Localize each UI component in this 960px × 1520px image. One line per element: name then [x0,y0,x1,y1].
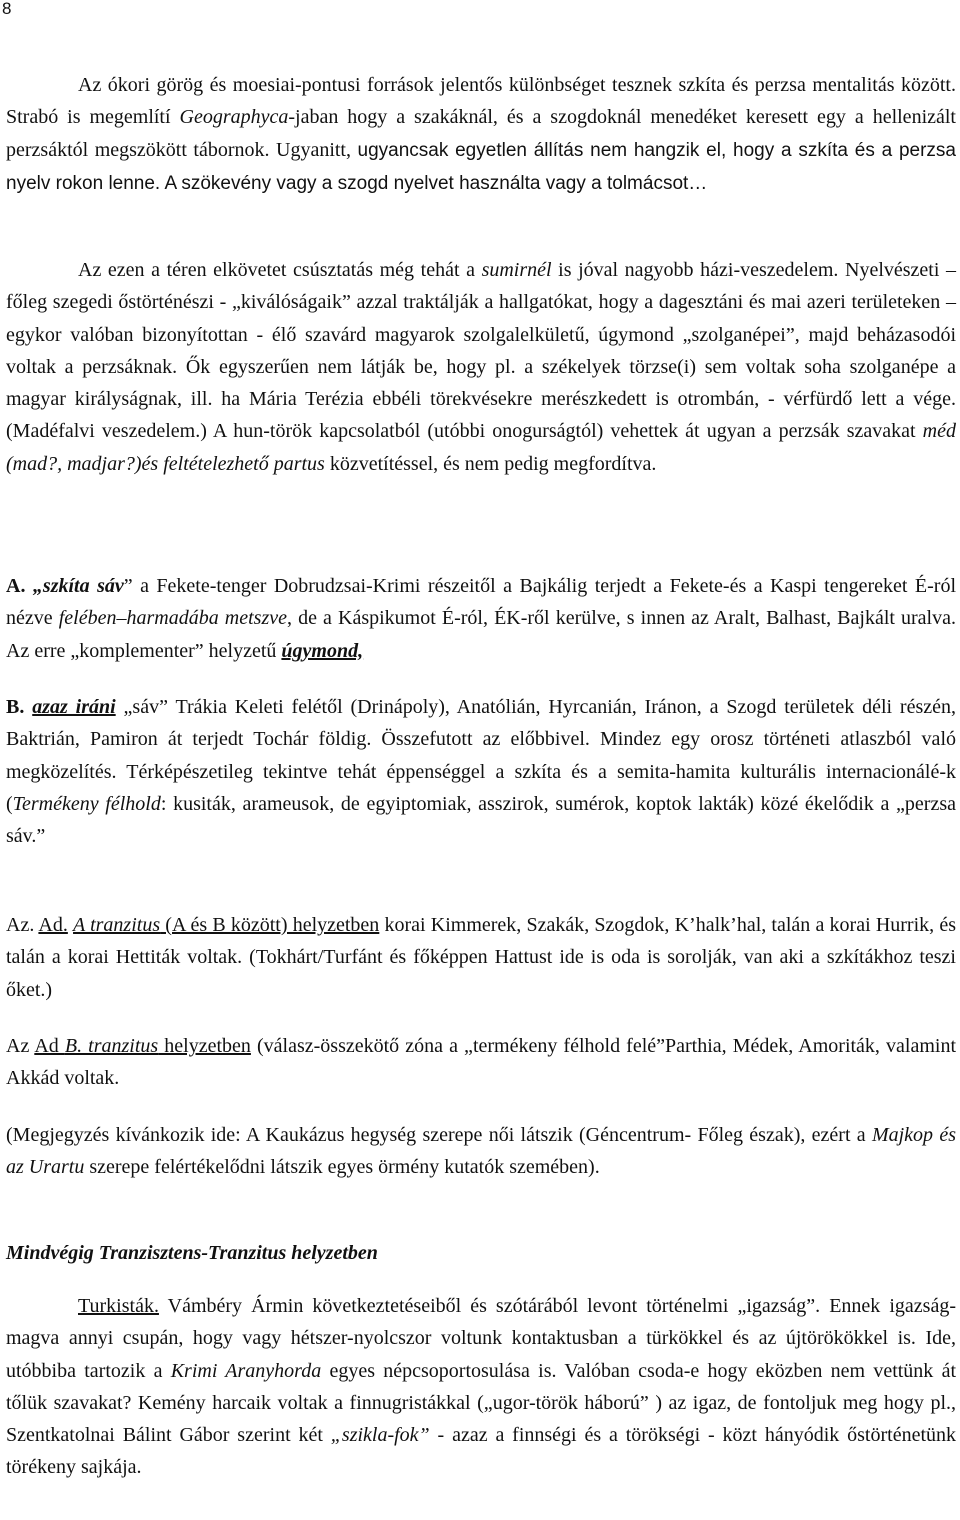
turkistak-underlined: Turkisták. [78,1295,159,1317]
szikla-fok-italic: „szikla-fok” [330,1424,430,1447]
text-run: : kusiták, arameusok, de egyiptomiak, asszirok, sumérok, koptok lakták) közé ékelődik a „perzsa sáv.” [6,792,957,848]
med-partus-italic: méd (mad?, madjar?)és feltételezhető partus [6,420,956,475]
text-run: szerepe felértékelődni látszik egyes örmény kutatók szemében). [84,1156,600,1179]
text-run: korai Kimmerek, Szakák, Szogdok, K’halk’hal, talán a korai Hurrik, és talán a korai Hettiták voltak. (Tokhárt/Turfánt és főképpen Hattust ide is oda is sorolják, van aki a szkítákhoz teszi őket.) [6,914,956,1001]
paragraph-megjegyzes [6,1119,956,1184]
text-run: Vámbéry Ármin következtetéseiből és szótárából levont történelmi „igazság”. Ennek igazság-magva annyi csupán, hogy vagy hétszer-nyolcszor voltunk kontaktusban a türkökkel és az újtörökökkel is. Ide, utóbbiba tartozik a [6,1295,956,1382]
paragraph-a-szkita-sav [6,570,956,667]
ad-underlined: Ad [34,1035,65,1057]
text-run: ” a Fekete-tenger Dobrudzsai-Krimi részeitől a Bajkálig terjedt a Fekete-és a Kaspi tengereket É-ról nézve [6,575,957,630]
label-a: A. [6,575,26,597]
a-tranzitus-italic-underlined: A tranzitus [73,914,161,936]
paragraph-ad-b-tranzitus [6,1030,956,1095]
sans-serif-run: ugyancsak egyetlen állítás nem hangzik el, hogy a szkíta és a perzsa nyelv rokon lenne. [6,139,956,194]
section-heading: Mindvégig Tranzisztens-Tranzitus helyzetben [6,1242,378,1264]
paragraph-b-irani-sav [6,691,956,852]
text-run: közvetítéssel, és nem pedig megfordítva. [324,452,657,475]
label-b: B. [6,696,25,718]
text-run: - azaz a finnségi és a törökségi - közt hányódik őstörténetünk törékeny sajkája. [6,1424,957,1479]
geographyca-italic: Geographyca [179,106,289,129]
text-run: egyes népcsoportosulása is. Valóban csoda-e hogy eközben nem vettünk át tőlük szavakat? Kemény harcaik voltak a finnugristákkal („ugor-török háború” ) az igaz, de fontoljuk meg hogy pl., Szentkatolnai Bálint Gábor szerint két [6,1359,956,1447]
b-tranzitus-italic-underlined: B. tranzitus [64,1035,159,1057]
text-run: (Megjegyzés kívánkozik ide: A Kaukázus hegység szerepe női látszik (Géncentrum- Főleg észak), ezért a [6,1124,872,1146]
text-run: Az. [6,914,39,936]
ad-underlined: Ad. [38,914,68,936]
a-tranzitus-helyzetben-underlined: (A és B között) helyzetben [160,914,380,936]
text-run: Az ezen a téren elkövetet csúsztatás még tehát a [78,259,482,281]
feleben-italic: felében–harmadába metszve [58,607,287,630]
majkop-urartu-italic: Majkop és az Urartu [6,1124,956,1179]
helyzetben-underlined: helyzetben [158,1035,251,1057]
text-run: is jóval nagyobb házi-veszedelem. Nyelvészeti – főleg szegedi őstörténészi - „kiválóságaik” azzal traktálják a hallgatókat, hogy a dagesztáni és mai azeri területeken – egykor valóban bizonyítottan - élő szavárd magyarok szolgalelkületű, úgymond „szolganépei”, majd beházasodói voltak a perzsáknak. Ők egyszerűen nem látják be, hogy pl. a székelyek törzse(i) sem voltak soha szolganépe a magyar királyságnak, ill. ha Mária Terézia ebbéli törekvésekre merészkedett is otrombán, - vérfürdő lett a vége. (Madéfalvi veszedelem.) A hun-török kapcsolatból (utóbbi onogurságtól) vehettek át ugyan a perzsák szavakat [6,259,956,443]
azaz-irani-bold-italic: azaz iráni [32,696,116,718]
text-run: (válasz-összekötő zóna a „termékeny félhold felé”Parthia, Médek, Amoriták, valamint Akkád voltak. [6,1035,956,1090]
text-run: -jaban hogy a szakáknál, és a szogdoknál menedéket keresett egy a hellenizált perzsáktól megszökött tábornok. Ugyanitt, [6,106,956,161]
paragraph-veszedelem [6,254,956,480]
text-run: , de a Káspikumot É-ról, ÉK-ről kerülve, s innen az Aralt, Balhast, Bajkált uralva. Az erre „komplementer” helyzetű [6,607,956,662]
paragraph-greek-sources [6,69,956,200]
sumir-italic: sumirnél [481,259,552,281]
paragraph-ad-a-tranzitus [6,909,956,1006]
szkita-sav-bold-italic: „szkíta sáv [32,575,124,597]
text-run: Az [6,1035,35,1057]
page-number: 8 [2,0,12,18]
paragraph-turkistak [6,1290,956,1484]
text-run: A szökevény vagy a szogd nyelvet használta vagy a tolmácsot… [160,172,708,194]
ugymond-bold-italic-underlined: úgymond, [281,639,364,662]
termekeny-felhold-italic: Termékeny félhold [12,792,161,815]
text-run: Az ókori görög és moesiai-pontusi források jelentős különbséget tesznek szkíta és perzsa mentalitás között. Strabó is megemlítí [6,74,956,129]
krimi-aranyhorda-italic: Krimi Aranyhorda [170,1359,322,1382]
text-run: „sáv” Trákia Keleti felétől (Drinápoly), Anatólián, Hyrcanián, Iránon, a Szogd területek déli részén, Baktrián, Pamiron át terjedt Tochár földig. Összefutott az előbbivel. Mindez egy orosz történeti atlaszból való megközelítés. Térképészetileg tekintve tehát éppenséggel a szkíta és a semita-hamita kulturális internacionálé-k ( [6,696,956,815]
